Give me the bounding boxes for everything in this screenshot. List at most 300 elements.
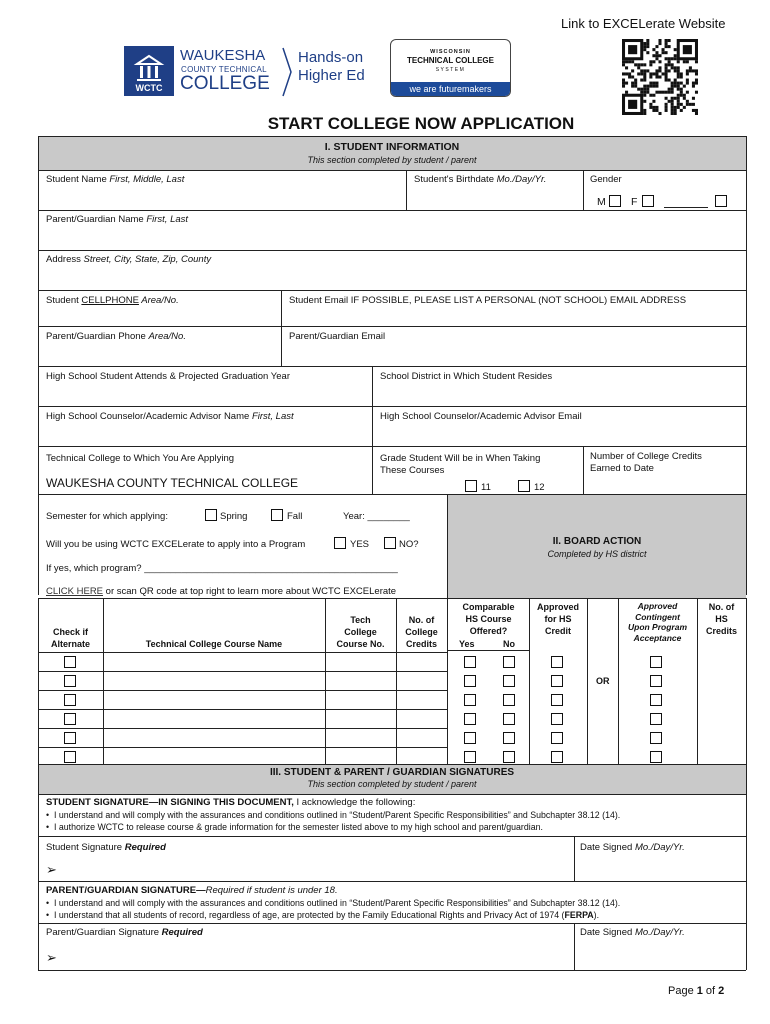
qr-module [646, 51, 649, 54]
qr-module [658, 75, 661, 78]
comparable-no-checkbox[interactable] [503, 751, 515, 763]
gender-label: Gender [590, 174, 622, 185]
qr-module [643, 100, 646, 103]
qr-module [692, 82, 695, 85]
qr-module [686, 91, 689, 94]
alternate-checkbox[interactable] [64, 675, 76, 687]
qr-module [622, 72, 625, 75]
grade-12-label: 12 [534, 482, 545, 493]
guardian-name-hint: First, Last [146, 214, 189, 225]
qr-module [646, 39, 649, 42]
qr-module [674, 69, 677, 72]
check-alternate-header-line1: Check if [52, 627, 88, 637]
qr-module [668, 60, 671, 63]
college-credits-header-line3: Credits [405, 639, 437, 649]
board-action-heading: II. BOARD ACTION [552, 536, 642, 547]
qr-module [668, 79, 671, 82]
student-sig-statement-rest: I acknowledge the following: [293, 797, 416, 808]
course-row-fields[interactable] [104, 691, 446, 709]
qr-module [686, 103, 689, 106]
semester-label: Semester for which applying: [46, 511, 168, 522]
wtcs-logo [390, 39, 511, 97]
student-bullet-1: • I understand and will comply with the assurances and conditions outlined in “Student/Parent Specific Responsibilities” and Subchapter 38.12 (14). [46, 810, 621, 820]
counselor-name-hint: First, Last [251, 411, 294, 422]
qr-module [634, 85, 637, 88]
qr-module [671, 82, 674, 85]
contingent-checkbox[interactable] [650, 675, 662, 687]
qr-module [652, 48, 655, 51]
qr-module [649, 72, 652, 75]
qr-module [658, 42, 661, 45]
qr-module [677, 106, 680, 109]
qr-module [665, 97, 668, 100]
cellphone-underlined: CELLPHONE [81, 295, 139, 306]
wtcs-line2: TECHNICAL COLLEGE [407, 56, 494, 65]
qr-module [649, 85, 652, 88]
guardian-phone-label [46, 331, 186, 342]
qr-module [643, 88, 646, 91]
course-no-header [325, 614, 396, 650]
contingent-checkbox[interactable] [650, 694, 662, 706]
qr-module [692, 109, 695, 112]
qr-module [695, 109, 698, 112]
approved-header [529, 601, 587, 637]
approved-checkbox[interactable] [551, 675, 563, 687]
year-field[interactable]: Year: ________ [343, 511, 410, 522]
qr-module [677, 94, 680, 97]
qr-module [649, 75, 652, 78]
qr-module [628, 60, 631, 63]
qr-module [677, 97, 680, 100]
guardian-email-label: Parent/Guardian Email [289, 331, 386, 342]
qr-module [674, 79, 677, 82]
section1-heading: I. STUDENT INFORMATION [324, 141, 460, 153]
qr-module [655, 57, 658, 60]
qr-module [665, 51, 668, 54]
cellphone-label [46, 295, 179, 306]
qr-module [652, 54, 655, 57]
qr-module [665, 103, 668, 106]
parent-sig-statement-italic: Required if student is under 18. [205, 885, 338, 896]
qr-module [686, 60, 689, 63]
check-alternate-header-line2: Alternate [50, 639, 90, 649]
alternate-checkbox[interactable] [64, 713, 76, 725]
comparable-no-checkbox[interactable] [503, 656, 515, 668]
qr-module [649, 94, 652, 97]
qr-module [677, 66, 680, 69]
qr-module [649, 106, 652, 109]
qr-module [671, 106, 674, 109]
comparable-no-checkbox[interactable] [503, 675, 515, 687]
birthdate-hint: Mo./Day/Yr. [496, 174, 547, 185]
counselor-name-text: High School Counselor/Academic Advisor Name [46, 411, 252, 422]
qr-module [683, 60, 686, 63]
qr-module [680, 75, 683, 78]
fall-label: Fall [287, 511, 303, 522]
comparable-yes-checkbox[interactable] [464, 656, 476, 668]
or-label: OR [596, 676, 610, 686]
qr-module [692, 69, 695, 72]
parent-sig-required: Required [161, 927, 203, 938]
qr-module [668, 63, 671, 66]
student-sig-statement [46, 797, 415, 808]
qr-module [674, 106, 677, 109]
comparable-yes-checkbox[interactable] [464, 694, 476, 706]
cellphone-text: Student [46, 295, 82, 306]
qr-module [643, 94, 646, 97]
student-name-text: Student Name [46, 174, 110, 185]
approved-checkbox[interactable] [551, 732, 563, 744]
birthdate-text: Student's Birthdate [414, 174, 497, 185]
qr-code[interactable] [622, 39, 698, 115]
qr-module [671, 63, 674, 66]
gender-m-checkbox[interactable] [609, 195, 621, 207]
parent-date-hint: Mo./Day/Yr. [634, 927, 685, 938]
qr-module [643, 42, 646, 45]
page-current: 1 [696, 985, 703, 997]
course-row-fields[interactable] [104, 653, 446, 671]
address-hint: Street, City, State, Zip, County [83, 254, 212, 265]
parent-sig-statement [46, 885, 338, 896]
ferpa-text: FERPA [564, 910, 594, 920]
qr-module [692, 103, 695, 106]
qr-module [695, 69, 698, 72]
school-district-label: School District in Which Student Resides [380, 371, 553, 382]
qr-module [683, 94, 686, 97]
qr-module [625, 82, 628, 85]
qr-module [658, 69, 661, 72]
college-credits-header-line1: No. of [408, 615, 435, 625]
qr-module [649, 103, 652, 106]
comparable-yes-checkbox[interactable] [464, 713, 476, 725]
click-here-link[interactable]: CLICK HERE [46, 586, 104, 597]
qr-module [646, 91, 649, 94]
gender-f-checkbox[interactable] [642, 195, 654, 207]
qr-module [671, 97, 674, 100]
qr-module [686, 100, 689, 103]
guardian-phone-hint: Area/No. [148, 331, 186, 342]
qr-module [625, 66, 628, 69]
birthdate-label [414, 174, 546, 185]
excelerate-no-checkbox[interactable] [384, 537, 396, 549]
qr-module [674, 48, 677, 51]
course-no-header-line3: Course No. [336, 639, 385, 649]
qr-module [692, 97, 695, 100]
qr-module [652, 82, 655, 85]
section3-subheading: This section completed by student / parent [307, 779, 477, 789]
qr-module [677, 82, 680, 85]
wtcs-line3: SYSTEM [435, 67, 466, 73]
comparable-yes-checkbox[interactable] [464, 675, 476, 687]
student-sig-required: Required [124, 842, 166, 853]
qr-module [665, 66, 668, 69]
qr-module [622, 85, 625, 88]
qr-module [689, 66, 692, 69]
guardian-phone-text: Parent/Guardian Phone [46, 331, 149, 342]
hands-on-line1: Hands-on [298, 49, 364, 66]
hands-on-tagline [298, 49, 365, 85]
qr-module [655, 82, 658, 85]
qr-module [622, 63, 625, 66]
qr-module [695, 82, 698, 85]
qr-module [631, 69, 634, 72]
comparable-yes-checkbox[interactable] [464, 751, 476, 763]
qr-module [622, 60, 625, 63]
qr-module [649, 82, 652, 85]
qr-module [665, 42, 668, 45]
qr-module [674, 66, 677, 69]
qr-module [671, 85, 674, 88]
parent-date-text: Date Signed [580, 927, 635, 938]
contingent-checkbox[interactable] [650, 656, 662, 668]
qr-module [643, 85, 646, 88]
qr-module [655, 109, 658, 112]
qr-module [671, 91, 674, 94]
qr-module [683, 106, 686, 109]
college-credits-header-line2: College [405, 627, 438, 637]
gender-other-line[interactable] [664, 207, 708, 208]
qr-module [655, 45, 658, 48]
approved-header-line2: for HS [544, 614, 572, 624]
qr-module [658, 66, 661, 69]
qr-module [658, 54, 661, 57]
contingent-checkbox[interactable] [650, 713, 662, 725]
qr-module [655, 72, 658, 75]
qr-module [640, 88, 643, 91]
qr-module [665, 57, 668, 60]
qr-module [683, 85, 686, 88]
qr-module [662, 72, 665, 75]
contingent-checkbox[interactable] [650, 732, 662, 744]
comparable-yes-checkbox[interactable] [464, 732, 476, 744]
qr-module [631, 82, 634, 85]
qr-module [665, 109, 668, 112]
program-field[interactable]: If yes, which program? ________________________________________________ [46, 563, 398, 574]
hs-credits-header-line2: HS [715, 614, 728, 624]
hs-credits-header-line1: No. of [708, 602, 735, 612]
wctc-logo-line3: COLLEGE [180, 73, 270, 94]
parent-sig-label-text: Parent/Guardian Signature [46, 927, 162, 938]
qr-module [643, 72, 646, 75]
qr-module [643, 69, 646, 72]
qr-module [674, 97, 677, 100]
wtcs-line1: WISCONSIN [430, 49, 471, 55]
qr-module [674, 82, 677, 85]
comparable-header-line3: Offered? [469, 626, 508, 636]
qr-module [695, 79, 698, 82]
qr-module [655, 75, 658, 78]
guardian-name-text: Parent/Guardian Name [46, 214, 147, 225]
tech-college-label: Technical College to Which You Are Applying [46, 453, 235, 464]
qr-module [680, 72, 683, 75]
parent-sig-arrow-icon: ➢ [46, 950, 57, 965]
contingent-header-line2: Contingent [635, 611, 680, 622]
parent-sig-label [46, 927, 203, 938]
comparable-no-checkbox[interactable] [503, 732, 515, 744]
qr-module [671, 66, 674, 69]
qr-module [668, 39, 671, 42]
qr-module [637, 72, 640, 75]
section1-subheading: This section completed by student / parent [307, 155, 477, 165]
course-row-fields[interactable] [104, 729, 446, 747]
hands-on-line2: Higher Ed [298, 67, 365, 84]
qr-module [652, 72, 655, 75]
qr-module [646, 69, 649, 72]
parent-signature-field[interactable] [64, 944, 568, 966]
gender-other-checkbox[interactable] [715, 195, 727, 207]
qr-module [662, 51, 665, 54]
qr-module [665, 106, 668, 109]
qr-module [658, 91, 661, 94]
alternate-checkbox[interactable] [64, 732, 76, 744]
qr-module [646, 85, 649, 88]
qr-module [695, 60, 698, 63]
wctc-abbr: WCTC [135, 83, 163, 93]
qr-module [677, 100, 680, 103]
section3-heading: III. STUDENT & PARENT / GUARDIAN SIGNATURES [269, 767, 515, 778]
qr-module [655, 106, 658, 109]
spring-checkbox[interactable] [205, 509, 217, 521]
qr-module [668, 88, 671, 91]
qr-module [662, 48, 665, 51]
page-of: of [702, 985, 719, 997]
qr-module [689, 69, 692, 72]
qr-module [655, 51, 658, 54]
page-total: 2 [718, 985, 725, 997]
student-sig-statement-bold: STUDENT SIGNATURE—IN SIGNING THIS DOCUMENT, [46, 797, 294, 808]
qr-module [625, 60, 628, 63]
qr-module [674, 109, 677, 112]
address-label [46, 254, 211, 265]
qr-finder [628, 45, 637, 54]
qr-module [665, 75, 668, 78]
comparable-no-checkbox[interactable] [503, 694, 515, 706]
qr-module [677, 103, 680, 106]
qr-module [658, 39, 661, 42]
qr-module [637, 88, 640, 91]
course-row-fields[interactable] [104, 710, 446, 728]
approved-checkbox[interactable] [551, 656, 563, 668]
qr-module [665, 91, 668, 94]
qr-module [668, 57, 671, 60]
student-email-label: Student Email IF POSSIBLE, PLEASE LIST A PERSONAL (NOT SCHOOL) EMAIL ADDRESS [289, 295, 687, 306]
guardian-name-label [46, 214, 188, 225]
student-sig-label [46, 842, 166, 853]
qr-module [686, 82, 689, 85]
approved-checkbox[interactable] [551, 751, 563, 763]
contingent-checkbox[interactable] [650, 751, 662, 763]
qr-module [643, 48, 646, 51]
qr-finder [628, 100, 637, 109]
excelerate-yes-checkbox[interactable] [334, 537, 346, 549]
counselor-name-label [46, 411, 294, 422]
contingent-header-line4: Acceptance [633, 632, 682, 643]
qr-module [665, 69, 668, 72]
qr-module [680, 82, 683, 85]
qr-module [665, 79, 668, 82]
qr-module [640, 91, 643, 94]
fall-checkbox[interactable] [271, 509, 283, 521]
qr-module [652, 94, 655, 97]
qr-module [655, 69, 658, 72]
qr-module [628, 72, 631, 75]
alternate-checkbox[interactable] [64, 751, 76, 763]
qr-module [668, 100, 671, 103]
qr-module [643, 75, 646, 78]
qr-module [680, 88, 683, 91]
student-bullet-2-text: I authorize WCTC to release course & grade information for the semester listed above to my high school and parent/guardian. [53, 822, 543, 832]
course-no-header-line1: Tech [350, 615, 371, 625]
qr-module [674, 85, 677, 88]
qr-module [628, 75, 631, 78]
contingent-header-line3: Upon Program [627, 622, 688, 632]
student-bullet-1-text: I understand and will comply with the assurances and conditions outlined in “Student/Parent Specific Responsibilities” and Subchapter 38.12 (14). [53, 810, 621, 820]
grade-12-checkbox[interactable] [518, 480, 530, 492]
grade-11-checkbox[interactable] [465, 480, 477, 492]
qr-module [652, 106, 655, 109]
qr-module [665, 63, 668, 66]
qr-module [665, 72, 668, 75]
qr-code-icon[interactable] [622, 39, 698, 115]
qr-module [634, 82, 637, 85]
excelerate-yes-label: YES [350, 539, 370, 550]
comparable-no-checkbox[interactable] [503, 713, 515, 725]
parent-sig-statement-bold: PARENT/GUARDIAN SIGNATURE— [46, 885, 206, 896]
wtcs-tagline: we are futuremakers [391, 82, 510, 96]
contingent-header [618, 601, 697, 643]
excelerate-link[interactable]: Link to EXCELerate Website [561, 16, 726, 31]
qr-module [640, 69, 643, 72]
student-name-hint: First, Middle, Last [109, 174, 185, 185]
qr-module [634, 63, 637, 66]
alternate-checkbox[interactable] [64, 694, 76, 706]
qr-module [677, 75, 680, 78]
comparable-header-line2: HS Course [465, 614, 512, 624]
qr-module [652, 60, 655, 63]
qr-module [622, 82, 625, 85]
qr-module [640, 79, 643, 82]
counselor-email-label: High School Counselor/Academic Advisor Email [380, 411, 582, 422]
wctc-logo-line1: WAUKESHA [180, 47, 266, 64]
qr-module [643, 109, 646, 112]
qr-module [680, 103, 683, 106]
parent-bullet-2: • I understand that all students of record, regardless of age, are protected by the Family Educational Rights and Privacy Act of 1974 (FERPA). [46, 910, 600, 920]
parent-date-label [580, 927, 685, 938]
qr-module [692, 85, 695, 88]
qr-module [677, 60, 680, 63]
gender-f-label: F [631, 196, 638, 208]
alternate-checkbox[interactable] [64, 656, 76, 668]
click-here-line [46, 586, 396, 597]
course-row-fields[interactable] [104, 672, 446, 690]
comparable-no-header: No [503, 639, 515, 649]
qr-module [677, 88, 680, 91]
student-sig-label-text: Student Signature [46, 842, 125, 853]
cellphone-hint: Area/No. [138, 295, 179, 306]
qr-module [671, 100, 674, 103]
qr-module [637, 66, 640, 69]
qr-module [680, 91, 683, 94]
approved-checkbox[interactable] [551, 694, 563, 706]
qr-module [665, 39, 668, 42]
student-signature-field[interactable] [64, 856, 568, 878]
student-date-label [580, 842, 685, 853]
qr-module [631, 60, 634, 63]
contingent-header-line1: Approved [637, 601, 678, 611]
comparable-header-line1: Comparable [462, 602, 515, 612]
approved-checkbox[interactable] [551, 713, 563, 725]
page-word: Page [668, 985, 697, 997]
